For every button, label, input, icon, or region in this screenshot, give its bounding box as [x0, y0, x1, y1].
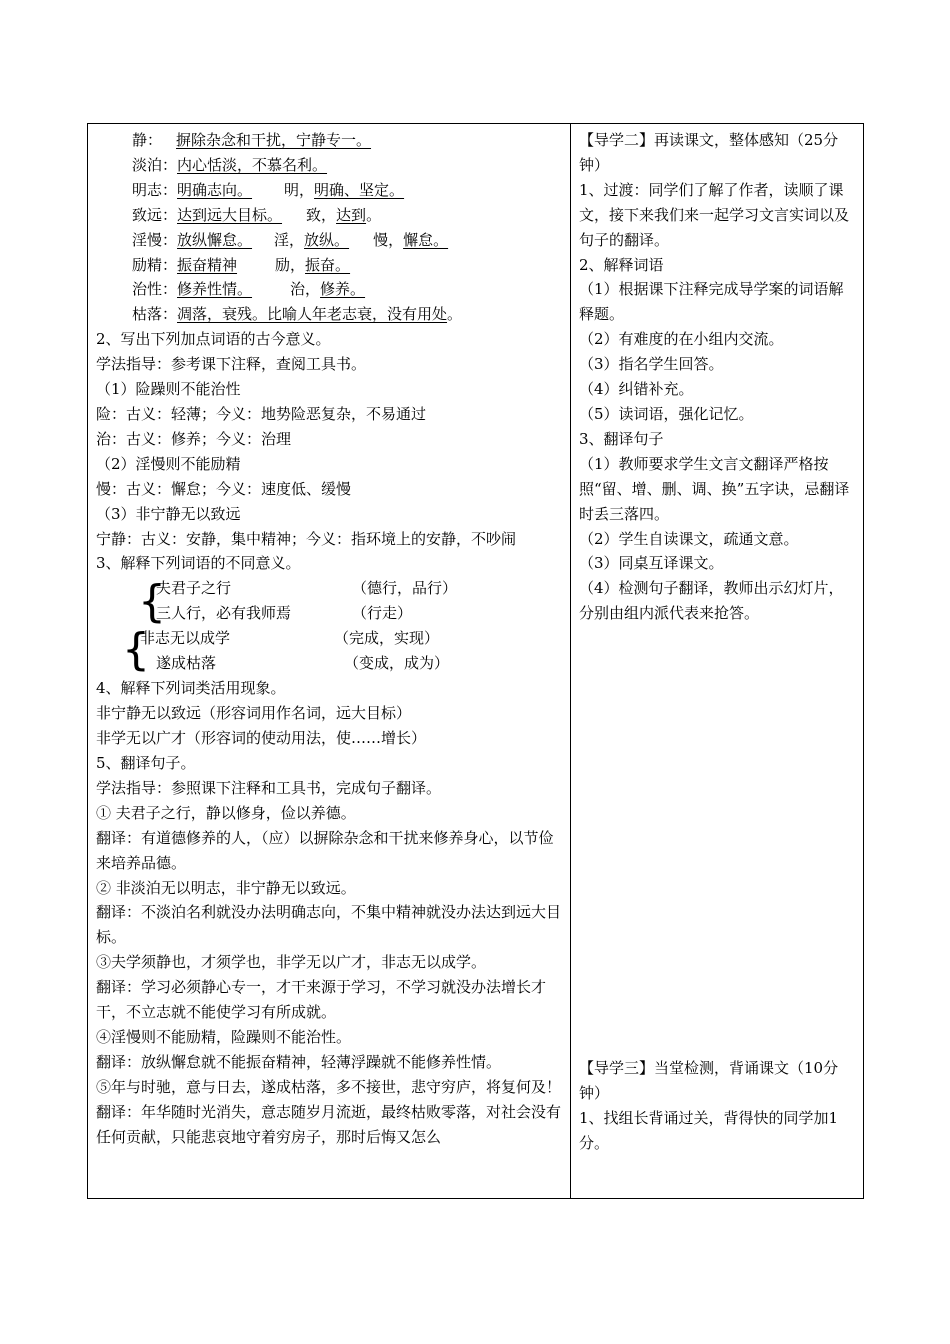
- section-heading: 2、写出下列加点词语的古今意义。: [96, 330, 331, 349]
- def-row: [96, 153, 564, 178]
- def-char: 慢，: [373, 230, 404, 249]
- sentence-item: ④淫慢则不能励精，险躁则不能治性。: [96, 1028, 352, 1046]
- def-row: [96, 302, 564, 327]
- question-item: （2）淫慢则不能励精: [96, 454, 241, 473]
- def-meaning: 明确志向。: [177, 180, 253, 199]
- def-char-meaning: 振奋。: [305, 255, 351, 274]
- answer-line: 宁静：古义：安静，集中精神；今义：指环境上的安静，不吵闹: [96, 529, 517, 548]
- polysemy-item: 非志无以成学: [140, 629, 231, 648]
- def-meaning: 放纵懈怠。: [177, 230, 253, 249]
- left-column: [88, 124, 571, 1199]
- answer-line: 险：古义：轻薄；今义：地势险恶复杂，不易通过: [96, 404, 427, 423]
- left-brace-icon: {: [122, 624, 150, 676]
- guide-step: 1、找组长背诵过关，背得快的同学加1分。: [579, 1108, 839, 1152]
- def-term: 明志：: [132, 180, 178, 199]
- def-tail: 。: [366, 205, 382, 224]
- right-column: [571, 124, 864, 1199]
- polysemy-group: [96, 576, 564, 676]
- guide-substep: （1）教师要求学生文言文翻译严格按照“留、增、删、调、换”五字诀，忌翻译时丢三落四。: [579, 454, 850, 523]
- def-row: [96, 253, 564, 278]
- guide-substep: （4）纠错补充。: [579, 380, 694, 399]
- guide-substep: （3）同桌互译课文。: [579, 554, 724, 573]
- def-row: [96, 228, 564, 253]
- translation-text: 翻译：有道德修养的人，（应）以摒除杂念和干扰来修养身心，以节俭来培养品德。: [96, 828, 554, 872]
- def-row: [96, 277, 564, 302]
- guide-step: 2、解释词语: [579, 255, 664, 274]
- guide-step: 3、翻译句子: [579, 429, 664, 448]
- translation-text: 翻译：学习必须静心专一，才干来源于学习，不学习就没办法增长才干，不立志就不能使学习有所成就。: [96, 978, 547, 1022]
- guide-step: 1、过渡：同学们了解了作者，读顺了课文，接下来我们来一起学习文言实词以及句子的翻译。: [579, 180, 850, 249]
- polysemy-meaning: （完成，实现）: [334, 629, 440, 648]
- guide-substep: （4）检测句子翻译，教师出示幻灯片，分别由组内派代表来抢答。: [579, 579, 844, 623]
- polysemy-item: 夫君子之行: [156, 579, 232, 598]
- def-row: [96, 203, 564, 228]
- def-char-meaning: 明确、坚定。: [314, 180, 405, 199]
- def-term: 淫慢：: [132, 230, 178, 249]
- polysemy-item: 三人行，必有我师焉: [156, 604, 292, 623]
- def-term: 淡泊：: [132, 155, 178, 174]
- sentence-item: ③夫学须静也，才须学也，非学无以广才，非志无以成学。: [96, 953, 487, 972]
- translation-text: 翻译：年华随时光消失，意志随岁月流逝，最终枯败零落，对社会没有任何贡献，只能悲哀地守着穷房子，那时后悔又怎么: [96, 1102, 562, 1146]
- def-char: 励，: [275, 255, 306, 274]
- def-term: 励精：: [132, 255, 178, 274]
- def-char-meaning: 达到: [336, 205, 367, 224]
- polysemy-meaning: （行走）: [352, 604, 413, 623]
- guide-substep: （3）指名学生回答。: [579, 355, 724, 374]
- def-char: 淫，: [274, 230, 305, 249]
- guide-substep: （2）学生自读课文，疏通文意。: [579, 529, 799, 548]
- answer-line: 慢：古义：懈怠；今义：速度低、缓慢: [96, 479, 352, 498]
- def-meaning: 凋落，衰残。比喻人年老志衰，没有用处: [177, 305, 448, 324]
- def-char-meaning: 修养。: [320, 280, 366, 299]
- answer-line: 非学无以广才（形容词的使动用法，使……增长）: [96, 729, 427, 748]
- polysemy-item: 遂成枯落: [156, 654, 217, 673]
- sentence-item: ① 夫君子之行，静以修身，俭以养德。: [96, 803, 356, 822]
- def-term: 静：: [132, 131, 163, 149]
- def-row: [96, 178, 564, 203]
- method-guide: 学法指导：参照课下注释和工具书，完成句子翻译。: [96, 778, 442, 797]
- guide-heading: 【导学二】再读课文，整体感知（25分钟）: [579, 131, 839, 174]
- def-char: 致，: [306, 205, 337, 224]
- def-term: 致远：: [132, 205, 178, 224]
- sentence-item: ② 非淡泊无以明志，非宁静无以致远。: [96, 878, 356, 897]
- polysemy-meaning: （德行，品行）: [352, 579, 458, 598]
- translation-text: 翻译：放纵懈怠就不能振奋精神，轻薄浮躁就不能修养性情。: [96, 1052, 502, 1071]
- def-meaning: 内心恬淡，不慕名利。: [177, 155, 328, 174]
- spacer: [579, 626, 857, 1056]
- def-meaning: 振奋精神: [177, 255, 238, 274]
- def-char: 治，: [290, 280, 321, 299]
- section-heading: 5、翻译句子。: [96, 754, 196, 773]
- polysemy-meaning: （变成，成为）: [344, 654, 450, 673]
- def-char-meaning: 懈怠。: [403, 230, 449, 249]
- answer-line: 非宁静无以致远（形容词用作名词，远大目标）: [96, 704, 412, 723]
- lesson-table: [87, 123, 864, 1199]
- left-brace-icon: {: [138, 576, 166, 628]
- guide-heading: 【导学三】当堂检测，背诵课文（10分钟）: [579, 1059, 839, 1103]
- section-heading: 3、解释下列词语的不同意义。: [96, 554, 301, 573]
- guide-substep: （1）根据课下注释完成导学案的词语解释题。: [579, 280, 844, 324]
- section-heading: 4、解释下列词类活用现象。: [96, 679, 286, 698]
- def-char: 明，: [284, 180, 315, 199]
- answer-line: 治：古义：修养；今义：治理: [96, 429, 292, 448]
- def-row: [96, 128, 564, 153]
- def-term: 治性：: [132, 280, 178, 299]
- def-meaning: 摒除杂念和干扰，宁静专一。: [176, 131, 372, 149]
- guide-substep: （5）读词语，强化记忆。: [579, 404, 754, 423]
- guide-substep: （2）有难度的在小组内交流。: [579, 330, 784, 349]
- translation-text: 翻译：不淡泊名利就没办法明确志向，不集中精神就没办法达到远大目标。: [96, 903, 562, 947]
- def-tail: 。: [447, 305, 463, 324]
- def-term: 枯落：: [132, 305, 178, 324]
- sentence-item: ⑤年与时驰，意与日去，遂成枯落，多不接世，悲守穷庐，将复何及！: [96, 1077, 562, 1096]
- def-meaning: 修养性情。: [177, 280, 253, 299]
- question-item: （1）险躁则不能治性: [96, 380, 241, 399]
- def-char-meaning: 放纵。: [304, 230, 350, 249]
- question-item: （3）非宁静无以致远: [96, 504, 241, 523]
- def-meaning: 达到远大目标。: [177, 205, 283, 224]
- method-guide: 学法指导：参考课下注释，查阅工具书。: [96, 355, 367, 374]
